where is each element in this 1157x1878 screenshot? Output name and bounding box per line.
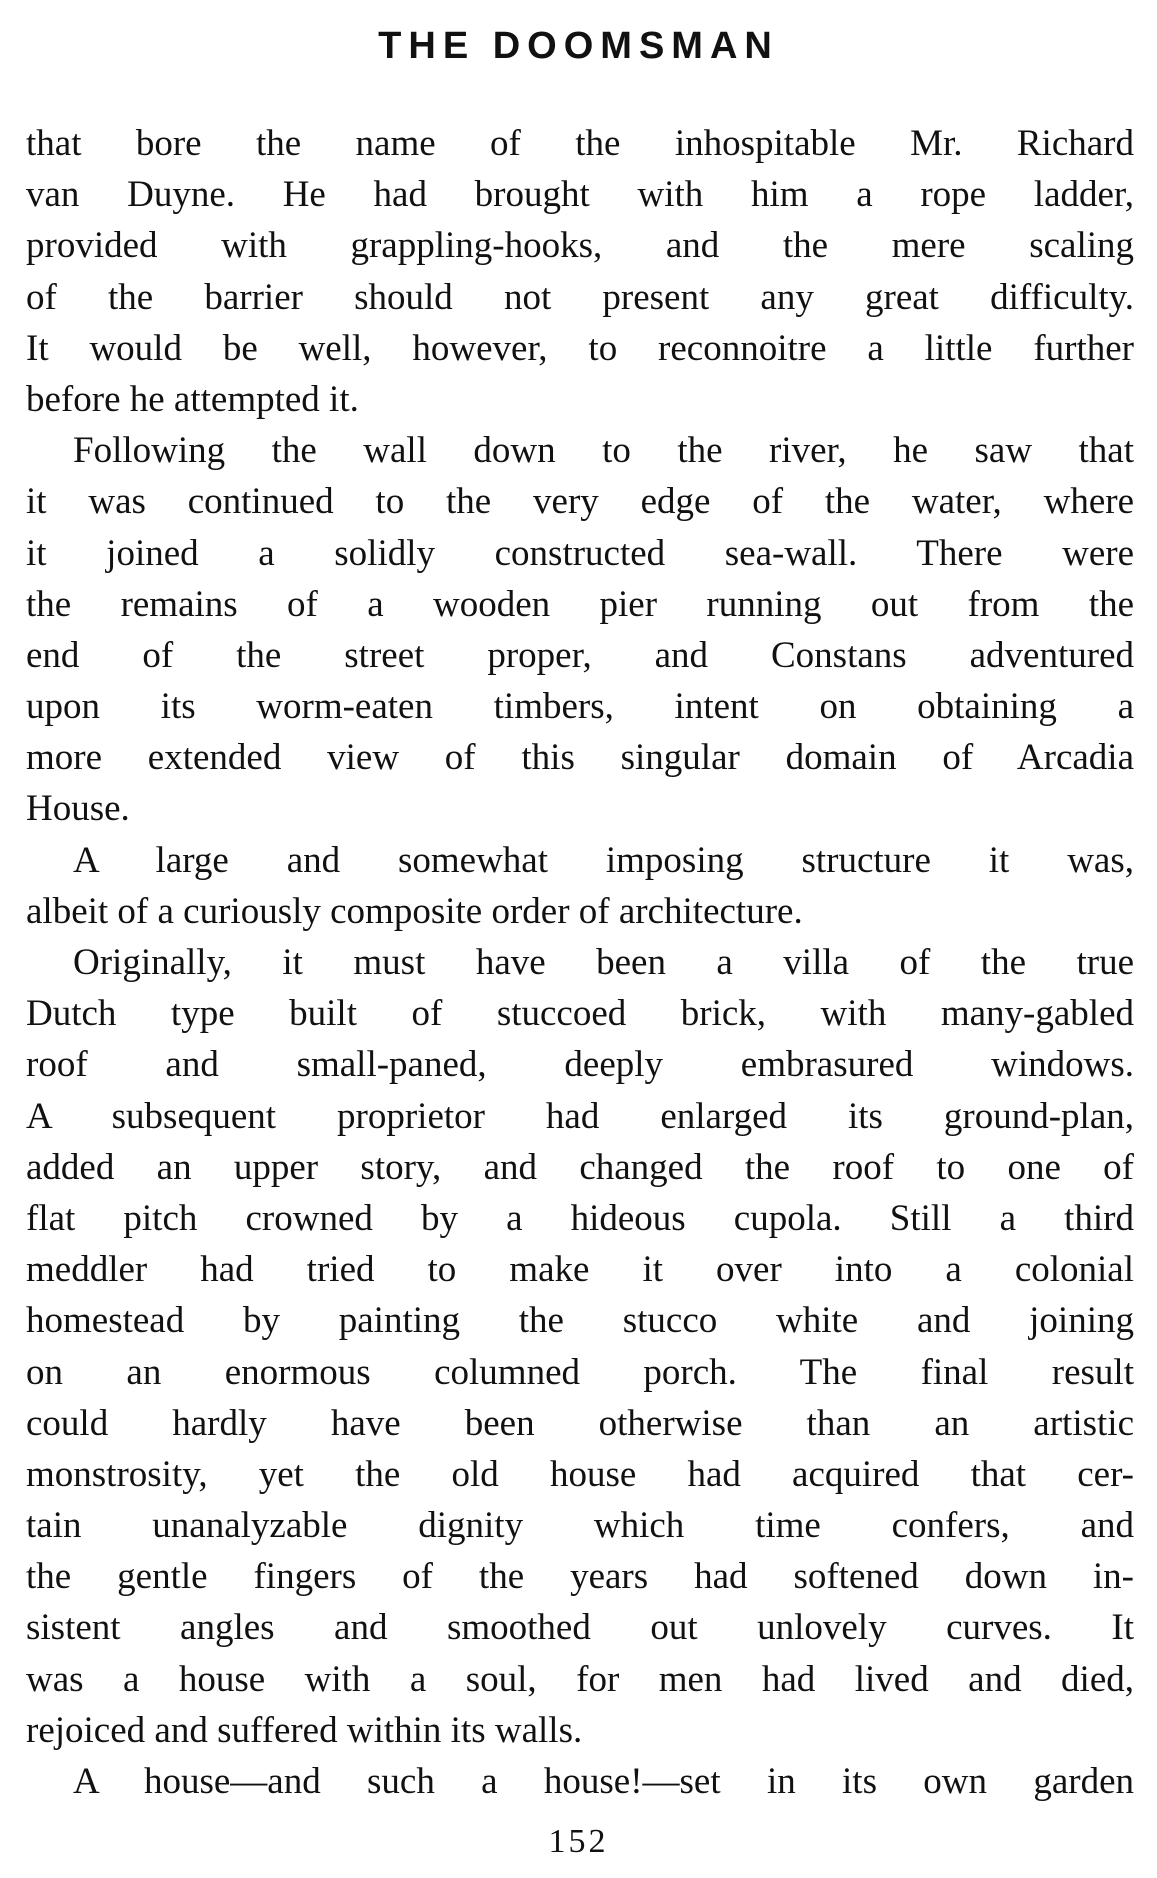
text-line: It would be well, however, to reconnoitre a little further <box>26 327 1134 369</box>
text-line: House. <box>26 788 130 830</box>
text-line: provided with grappling-hooks, and the mere scaling <box>26 225 1134 267</box>
text-line: more extended view of this singular domain of Arcadia <box>26 737 1134 779</box>
text-line: tain unanalyzable dignity which time confers, and <box>26 1505 1134 1547</box>
text-line: Originally, it must have been a villa of the true <box>73 942 1134 983</box>
text-line: meddler had tried to make it over into a colonial <box>26 1249 1134 1291</box>
running-head: THE DOOMSMAN <box>378 25 779 67</box>
text-line: roof and small-paned, deeply embrasured windows. <box>26 1044 1134 1086</box>
text-line: albeit of a curiously composite order of architecture. <box>26 890 803 932</box>
text-line: van Duyne. He had brought with him a rope ladder, <box>26 174 1134 216</box>
text-line: on an enormous columned porch. The final result <box>26 1351 1134 1393</box>
text-line: before he attempted it. <box>26 378 359 420</box>
text-line: Dutch type built of stuccoed brick, with many-gabled <box>26 993 1134 1035</box>
text-line: A house—and such a house!—set in its own garden <box>73 1761 1134 1802</box>
text-line: A subsequent proprietor had enlarged its ground-plan, <box>26 1095 1134 1137</box>
text-line: it was continued to the very edge of the water, where <box>26 481 1134 523</box>
text-line: that bore the name of the inhospitable Mr. Richard <box>26 123 1134 164</box>
text-line: flat pitch crowned by a hideous cupola. Still a third <box>26 1197 1134 1239</box>
text-line: homestead by painting the stucco white and joining <box>26 1300 1134 1342</box>
text-line: Following the wall down to the river, he saw that <box>73 430 1134 472</box>
text-line: upon its worm-eaten timbers, intent on obtaining a <box>26 686 1134 728</box>
text-line: added an upper story, and changed the roof to one of <box>26 1146 1134 1188</box>
text-line: rejoiced and suffered within its walls. <box>26 1709 583 1751</box>
text-line: could hardly have been otherwise than an artistic <box>26 1402 1134 1444</box>
text-line: the gentle fingers of the years had softened down in- <box>26 1556 1134 1598</box>
page-number: 152 <box>548 1823 609 1860</box>
text-line: was a house with a soul, for men had lived and died, <box>26 1658 1134 1700</box>
body-text <box>26 118 1134 1807</box>
text-line: A large and somewhat imposing structure it was, <box>73 839 1134 881</box>
text-line: end of the street proper, and Constans adventured <box>26 634 1134 676</box>
text-line: the remains of a wooden pier running out from the <box>26 583 1134 625</box>
text-line: monstrosity, yet the old house had acquired that cer- <box>26 1453 1134 1495</box>
text-line: it joined a solidly constructed sea-wall. There were <box>26 532 1134 574</box>
text-line: sistent angles and smoothed out unlovely curves. It <box>26 1607 1134 1649</box>
text-line: of the barrier should not present any great difficulty. <box>26 276 1134 318</box>
